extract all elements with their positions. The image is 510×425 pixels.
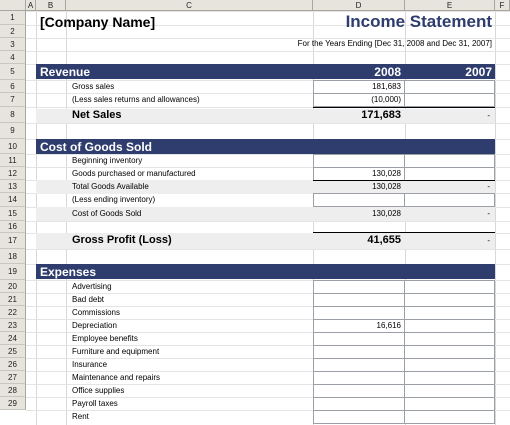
expense-input-cell[interactable] <box>404 397 495 411</box>
expense-label: Furniture and equipment <box>72 347 160 356</box>
expense-label: Payroll taxes <box>72 399 118 408</box>
row-header-22[interactable]: 22 <box>0 306 26 319</box>
expense-label: Rent <box>72 412 89 421</box>
expense-label: Advertising <box>72 282 112 291</box>
expense-label: Insurance <box>72 360 108 369</box>
returns-label: (Less sales returns and allowances) <box>72 95 200 104</box>
row-gridline <box>26 123 510 124</box>
net-sales-2008: 171,683 <box>361 109 401 121</box>
net-sales-2007: - <box>487 111 490 120</box>
expense-input-cell[interactable] <box>404 345 495 359</box>
row-header-3[interactable]: 3 <box>0 38 26 51</box>
gross-sales-label: Gross sales <box>72 82 115 91</box>
column-gridline <box>495 11 496 425</box>
period-text[interactable]: For the Years Ending [Dec 31, 2008 and Dec 31, 2007] <box>297 39 492 48</box>
row-header-16[interactable]: 16 <box>0 221 26 233</box>
row-header-20[interactable]: 20 <box>0 280 26 293</box>
column-header-d[interactable]: D <box>313 0 405 11</box>
cogs-header: Cost of Goods Sold <box>40 140 152 154</box>
expense-input-cell[interactable] <box>404 384 495 398</box>
row-header-7[interactable]: 7 <box>0 93 26 107</box>
total-goods-label: Total Goods Available <box>72 182 149 191</box>
goods-purchased-label: Goods purchased or manufactured <box>72 169 196 178</box>
gross-profit-rule <box>313 232 495 233</box>
ending-2007-cell[interactable] <box>404 193 495 207</box>
select-all-corner[interactable] <box>0 0 26 11</box>
total-goods-2007: - <box>487 182 490 191</box>
expense-label: Employee benefits <box>72 334 138 343</box>
total-goods-2008: 130,028 <box>372 182 401 191</box>
row-header-14[interactable]: 14 <box>0 193 26 207</box>
expense-input-cell[interactable] <box>313 306 405 320</box>
row-header-13[interactable]: 13 <box>0 180 26 193</box>
row-header-27[interactable]: 27 <box>0 371 26 384</box>
row-header-6[interactable]: 6 <box>0 80 26 93</box>
expense-input-cell[interactable] <box>404 293 495 307</box>
expense-input-cell[interactable] <box>313 384 405 398</box>
gross-profit-2008: 41,655 <box>367 234 401 246</box>
goods-purchased-2008: 130,028 <box>372 169 401 178</box>
row-gridline <box>26 221 510 222</box>
expense-input-cell[interactable] <box>313 358 405 372</box>
expense-input-cell[interactable] <box>313 293 405 307</box>
beginning-2007-cell[interactable] <box>404 154 495 168</box>
cogs-total-label: Cost of Goods Sold <box>72 209 142 218</box>
expense-input-cell[interactable] <box>313 397 405 411</box>
gross-profit-label: Gross Profit (Loss) <box>72 234 172 246</box>
revenue-header: Revenue <box>40 65 91 79</box>
expense-input-cell[interactable] <box>313 410 405 424</box>
row-gridline <box>26 249 510 250</box>
total-goods-rule <box>313 180 495 181</box>
company-name[interactable]: [Company Name] <box>40 14 156 30</box>
cogs-total-2007: - <box>487 209 490 218</box>
row-header-2[interactable]: 2 <box>0 25 26 38</box>
gross-sales-2008: 181,683 <box>372 82 401 91</box>
row-header-1[interactable]: 1 <box>0 11 26 25</box>
row-header-29[interactable]: 29 <box>0 397 26 410</box>
purchased-2007-cell[interactable] <box>404 167 495 181</box>
expense-input-cell[interactable] <box>313 332 405 346</box>
expense-label: Commissions <box>72 308 121 317</box>
column-header-f[interactable]: F <box>495 0 510 11</box>
expense-label: Depreciation <box>72 321 117 330</box>
expense-input-cell[interactable] <box>313 371 405 385</box>
expense-label: Maintenance and repairs <box>72 373 161 382</box>
expense-input-cell[interactable] <box>404 358 495 372</box>
row-header-26[interactable]: 26 <box>0 358 26 371</box>
row-header-15[interactable]: 15 <box>0 207 26 221</box>
ending-inventory-label: (Less ending inventory) <box>72 195 156 204</box>
row-header-4[interactable]: 4 <box>0 51 26 64</box>
revenue-year-2007: 2007 <box>465 65 492 79</box>
expense-input-cell[interactable] <box>404 306 495 320</box>
row-header-10[interactable]: 10 <box>0 139 26 154</box>
row-header-23[interactable]: 23 <box>0 319 26 332</box>
row-header-24[interactable]: 24 <box>0 332 26 345</box>
column-header-a[interactable]: A <box>26 0 36 11</box>
row-header-5[interactable]: 5 <box>0 64 26 80</box>
row-gridline <box>26 51 510 52</box>
beginning-2008-cell[interactable] <box>313 154 405 168</box>
expense-label: Office supplies <box>72 386 125 395</box>
returns-2007-cell[interactable] <box>404 93 495 107</box>
row-header-17[interactable]: 17 <box>0 233 26 249</box>
expenses-header-band <box>36 264 495 279</box>
expense-input-cell[interactable] <box>404 280 495 294</box>
row-header-12[interactable]: 12 <box>0 167 26 180</box>
expense-label: Bad debt <box>72 295 105 304</box>
expense-input-cell[interactable] <box>404 410 495 424</box>
row-header-8[interactable]: 8 <box>0 107 26 123</box>
column-header-b[interactable]: B <box>36 0 66 11</box>
expenses-header: Expenses <box>40 265 97 279</box>
expense-input-cell[interactable] <box>404 371 495 385</box>
depreciation-2008: 16,616 <box>376 321 401 330</box>
net-sales-rule <box>313 107 495 108</box>
net-sales-label: Net Sales <box>72 109 122 121</box>
gross-profit-2007: - <box>487 236 490 245</box>
expense-input-cell[interactable] <box>313 280 405 294</box>
revenue-year-2008: 2008 <box>374 65 401 79</box>
row-header-9[interactable]: 9 <box>0 123 26 139</box>
expense-input-cell[interactable] <box>313 345 405 359</box>
gross-sales-2007-cell[interactable] <box>404 80 495 94</box>
row-header-18[interactable]: 18 <box>0 249 26 264</box>
page-title: Income Statement <box>345 12 492 31</box>
row-header-25[interactable]: 25 <box>0 345 26 358</box>
row-header-28[interactable]: 28 <box>0 384 26 397</box>
beginning-inventory-label: Beginning inventory <box>72 156 143 165</box>
expense-input-cell[interactable] <box>404 332 495 346</box>
row-header-19[interactable]: 19 <box>0 264 26 280</box>
returns-2008: (10,000) <box>371 95 401 104</box>
ending-2008-cell[interactable] <box>313 193 405 207</box>
column-header-e[interactable]: E <box>405 0 495 11</box>
row-header-11[interactable]: 11 <box>0 154 26 167</box>
row-header-21[interactable]: 21 <box>0 293 26 306</box>
cogs-total-2008: 130,028 <box>372 209 401 218</box>
column-header-c[interactable]: C <box>66 0 313 11</box>
expense-input-cell[interactable] <box>404 319 495 333</box>
